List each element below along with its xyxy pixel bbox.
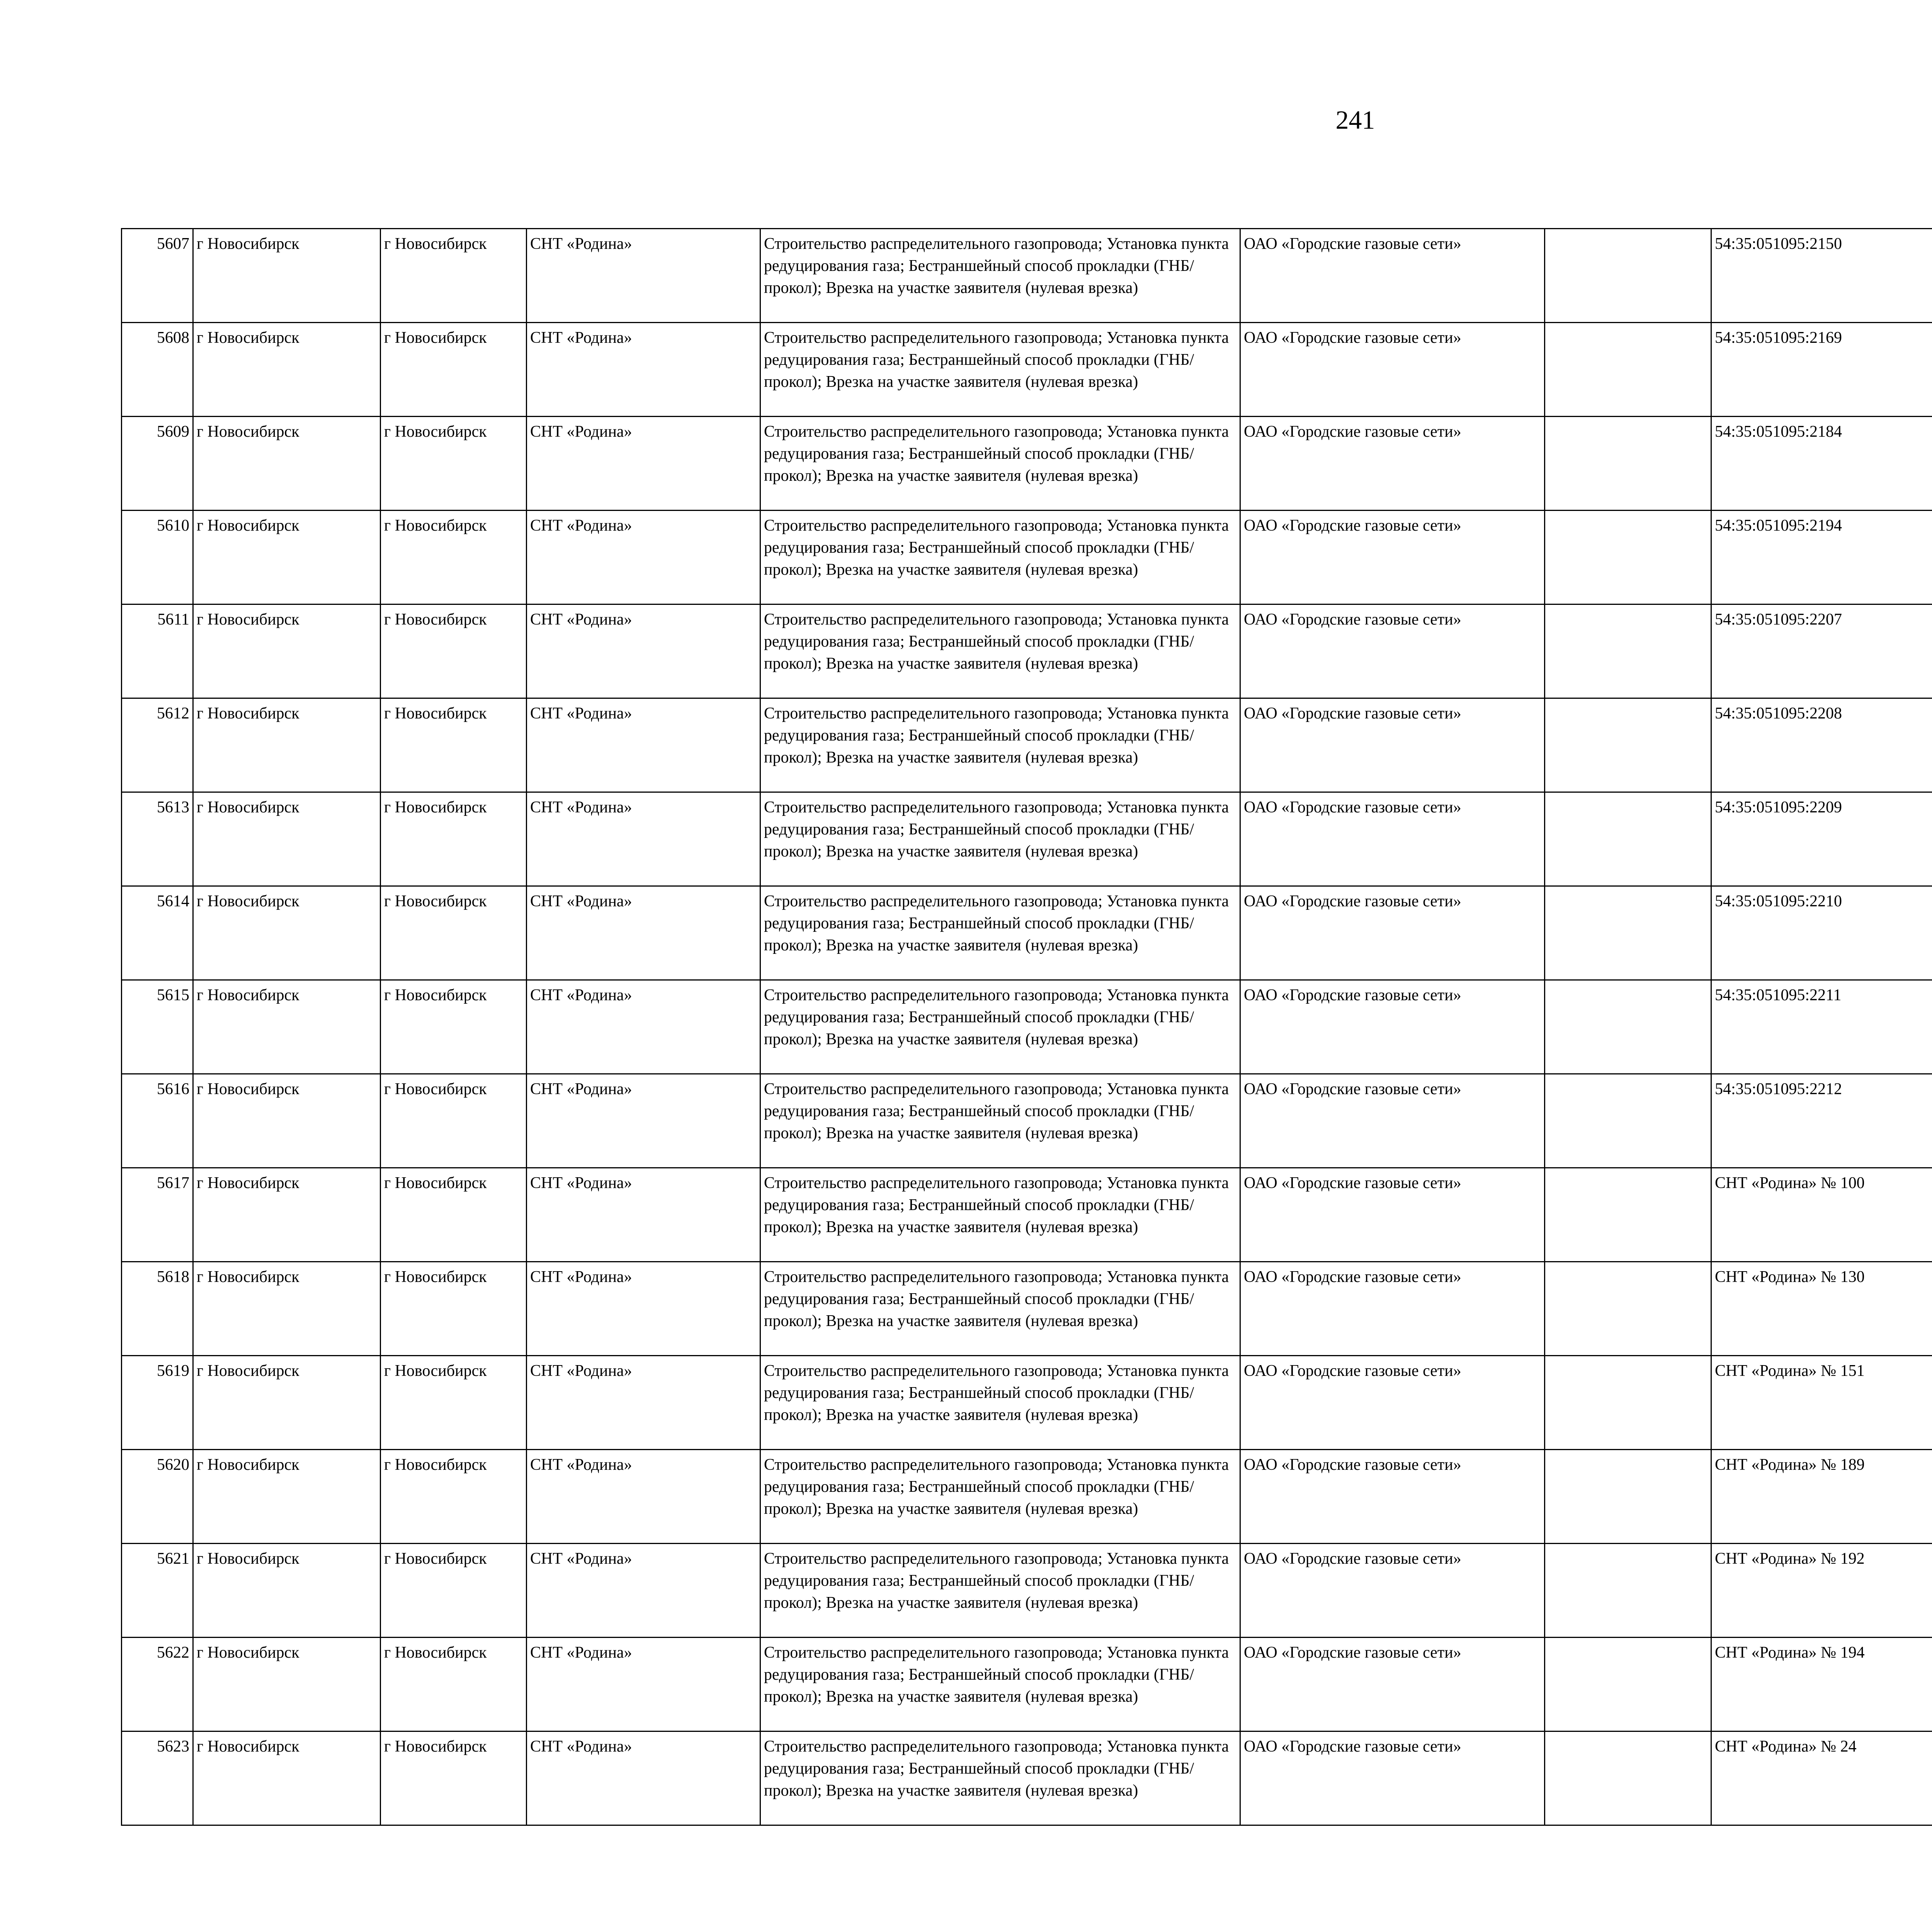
municipality-cell: г Новосибирск bbox=[193, 511, 381, 604]
settlement-cell: г Новосибирск bbox=[381, 1074, 527, 1168]
registry-table bbox=[121, 228, 1932, 1826]
cadastral-number-cell: СНТ «Родина» № 194 bbox=[1711, 1638, 1932, 1731]
table-row bbox=[122, 792, 1932, 886]
object-cell: СНТ «Родина» bbox=[527, 1262, 760, 1356]
object-cell: СНТ «Родина» bbox=[527, 698, 760, 792]
organization-cell: ОАО «Городские газовые сети» bbox=[1240, 604, 1545, 698]
page-number: 241 bbox=[1335, 105, 1375, 134]
table-body bbox=[122, 229, 1932, 1825]
organization-cell: ОАО «Городские газовые сети» bbox=[1240, 1544, 1545, 1638]
row-number-cell: 5612 bbox=[122, 698, 193, 792]
object-cell: СНТ «Родина» bbox=[527, 1450, 760, 1544]
object-cell: СНТ «Родина» bbox=[527, 792, 760, 886]
organization-cell: ОАО «Городские газовые сети» bbox=[1240, 323, 1545, 417]
work-description-cell: Строительство распределительного газопровода; Установка пункта редуцирования газа; Бестраншейный способ прокладки (ГНБ/прокол); Врезка на участке заявителя (нулевая врезка) bbox=[760, 229, 1240, 323]
row-number-cell: 5616 bbox=[122, 1074, 193, 1168]
object-cell: СНТ «Родина» bbox=[527, 1168, 760, 1262]
organization-cell: ОАО «Городские газовые сети» bbox=[1240, 1074, 1545, 1168]
row-number-cell: 5618 bbox=[122, 1262, 193, 1356]
cadastral-number-cell: 54:35:051095:2209 bbox=[1711, 792, 1932, 886]
settlement-cell: г Новосибирск bbox=[381, 1544, 527, 1638]
organization-cell: ОАО «Городские газовые сети» bbox=[1240, 511, 1545, 604]
empty-cell bbox=[1545, 229, 1711, 323]
table-row bbox=[122, 1262, 1932, 1356]
municipality-cell: г Новосибирск bbox=[193, 1544, 381, 1638]
organization-cell: ОАО «Городские газовые сети» bbox=[1240, 1262, 1545, 1356]
work-description-cell: Строительство распределительного газопровода; Установка пункта редуцирования газа; Бестраншейный способ прокладки (ГНБ/прокол); Врезка на участке заявителя (нулевая врезка) bbox=[760, 1356, 1240, 1450]
municipality-cell: г Новосибирск bbox=[193, 1262, 381, 1356]
municipality-cell: г Новосибирск bbox=[193, 1074, 381, 1168]
work-description-cell: Строительство распределительного газопровода; Установка пункта редуцирования газа; Бестраншейный способ прокладки (ГНБ/прокол); Врезка на участке заявителя (нулевая врезка) bbox=[760, 980, 1240, 1074]
municipality-cell: г Новосибирск bbox=[193, 604, 381, 698]
organization-cell: ОАО «Городские газовые сети» bbox=[1240, 792, 1545, 886]
work-description-cell: Строительство распределительного газопровода; Установка пункта редуцирования газа; Бестраншейный способ прокладки (ГНБ/прокол); Врезка на участке заявителя (нулевая врезка) bbox=[760, 1074, 1240, 1168]
table-row bbox=[122, 1544, 1932, 1638]
cadastral-number-cell: 54:35:051095:2194 bbox=[1711, 511, 1932, 604]
settlement-cell: г Новосибирск bbox=[381, 1450, 527, 1544]
work-description-cell: Строительство распределительного газопровода; Установка пункта редуцирования газа; Бестраншейный способ прокладки (ГНБ/прокол); Врезка на участке заявителя (нулевая врезка) bbox=[760, 417, 1240, 511]
empty-cell bbox=[1545, 1638, 1711, 1731]
work-description-cell: Строительство распределительного газопровода; Установка пункта редуцирования газа; Бестраншейный способ прокладки (ГНБ/прокол); Врезка на участке заявителя (нулевая врезка) bbox=[760, 511, 1240, 604]
cadastral-number-cell: СНТ «Родина» № 130 bbox=[1711, 1262, 1932, 1356]
settlement-cell: г Новосибирск bbox=[381, 886, 527, 980]
settlement-cell: г Новосибирск bbox=[381, 323, 527, 417]
cadastral-number-cell: СНТ «Родина» № 24 bbox=[1711, 1731, 1932, 1825]
object-cell: СНТ «Родина» bbox=[527, 1638, 760, 1731]
organization-cell: ОАО «Городские газовые сети» bbox=[1240, 886, 1545, 980]
cadastral-number-cell: 54:35:051095:2184 bbox=[1711, 417, 1932, 511]
cadastral-number-cell: 54:35:051095:2208 bbox=[1711, 698, 1932, 792]
row-number-cell: 5610 bbox=[122, 511, 193, 604]
row-number-cell: 5622 bbox=[122, 1638, 193, 1731]
row-number-cell: 5623 bbox=[122, 1731, 193, 1825]
table-row bbox=[122, 1356, 1932, 1450]
empty-cell bbox=[1545, 417, 1711, 511]
settlement-cell: г Новосибирск bbox=[381, 792, 527, 886]
object-cell: СНТ «Родина» bbox=[527, 980, 760, 1074]
row-number-cell: 5613 bbox=[122, 792, 193, 886]
row-number-cell: 5608 bbox=[122, 323, 193, 417]
row-number-cell: 5617 bbox=[122, 1168, 193, 1262]
cadastral-number-cell: СНТ «Родина» № 189 bbox=[1711, 1450, 1932, 1544]
municipality-cell: г Новосибирск bbox=[193, 1638, 381, 1731]
empty-cell bbox=[1545, 1731, 1711, 1825]
work-description-cell: Строительство распределительного газопровода; Установка пункта редуцирования газа; Бестраншейный способ прокладки (ГНБ/прокол); Врезка на участке заявителя (нулевая врезка) bbox=[760, 1168, 1240, 1262]
settlement-cell: г Новосибирск bbox=[381, 1731, 527, 1825]
municipality-cell: г Новосибирск bbox=[193, 792, 381, 886]
table-row bbox=[122, 511, 1932, 604]
cadastral-number-cell: 54:35:051095:2169 bbox=[1711, 323, 1932, 417]
organization-cell: ОАО «Городские газовые сети» bbox=[1240, 1731, 1545, 1825]
settlement-cell: г Новосибирск bbox=[381, 1262, 527, 1356]
municipality-cell: г Новосибирск bbox=[193, 1450, 381, 1544]
work-description-cell: Строительство распределительного газопровода; Установка пункта редуцирования газа; Бестраншейный способ прокладки (ГНБ/прокол); Врезка на участке заявителя (нулевая врезка) bbox=[760, 1450, 1240, 1544]
cadastral-number-cell: СНТ «Родина» № 100 bbox=[1711, 1168, 1932, 1262]
row-number-cell: 5609 bbox=[122, 417, 193, 511]
cadastral-number-cell: 54:35:051095:2210 bbox=[1711, 886, 1932, 980]
organization-cell: ОАО «Городские газовые сети» bbox=[1240, 1356, 1545, 1450]
cadastral-number-cell: 54:35:051095:2211 bbox=[1711, 980, 1932, 1074]
work-description-cell: Строительство распределительного газопровода; Установка пункта редуцирования газа; Бестраншейный способ прокладки (ГНБ/прокол); Врезка на участке заявителя (нулевая врезка) bbox=[760, 1544, 1240, 1638]
cadastral-number-cell: СНТ «Родина» № 151 bbox=[1711, 1356, 1932, 1450]
organization-cell: ОАО «Городские газовые сети» bbox=[1240, 1168, 1545, 1262]
organization-cell: ОАО «Городские газовые сети» bbox=[1240, 980, 1545, 1074]
table-row bbox=[122, 229, 1932, 323]
work-description-cell: Строительство распределительного газопровода; Установка пункта редуцирования газа; Бестраншейный способ прокладки (ГНБ/прокол); Врезка на участке заявителя (нулевая врезка) bbox=[760, 1731, 1240, 1825]
empty-cell bbox=[1545, 1074, 1711, 1168]
municipality-cell: г Новосибирск bbox=[193, 1731, 381, 1825]
settlement-cell: г Новосибирск bbox=[381, 980, 527, 1074]
settlement-cell: г Новосибирск bbox=[381, 1168, 527, 1262]
work-description-cell: Строительство распределительного газопровода; Установка пункта редуцирования газа; Бестраншейный способ прокладки (ГНБ/прокол); Врезка на участке заявителя (нулевая врезка) bbox=[760, 698, 1240, 792]
empty-cell bbox=[1545, 1544, 1711, 1638]
table-row bbox=[122, 417, 1932, 511]
cadastral-number-cell: 54:35:051095:2150 bbox=[1711, 229, 1932, 323]
empty-cell bbox=[1545, 698, 1711, 792]
work-description-cell: Строительство распределительного газопровода; Установка пункта редуцирования газа; Бестраншейный способ прокладки (ГНБ/прокол); Врезка на участке заявителя (нулевая врезка) bbox=[760, 323, 1240, 417]
object-cell: СНТ «Родина» bbox=[527, 511, 760, 604]
cadastral-number-cell: 54:35:051095:2207 bbox=[1711, 604, 1932, 698]
municipality-cell: г Новосибирск bbox=[193, 698, 381, 792]
empty-cell bbox=[1545, 980, 1711, 1074]
row-number-cell: 5611 bbox=[122, 604, 193, 698]
work-description-cell: Строительство распределительного газопровода; Установка пункта редуцирования газа; Бестраншейный способ прокладки (ГНБ/прокол); Врезка на участке заявителя (нулевая врезка) bbox=[760, 792, 1240, 886]
object-cell: СНТ «Родина» bbox=[527, 1356, 760, 1450]
municipality-cell: г Новосибирск bbox=[193, 886, 381, 980]
organization-cell: ОАО «Городские газовые сети» bbox=[1240, 698, 1545, 792]
object-cell: СНТ «Родина» bbox=[527, 229, 760, 323]
municipality-cell: г Новосибирск bbox=[193, 980, 381, 1074]
row-number-cell: 5615 bbox=[122, 980, 193, 1074]
cadastral-number-cell: СНТ «Родина» № 192 bbox=[1711, 1544, 1932, 1638]
settlement-cell: г Новосибирск bbox=[381, 1638, 527, 1731]
object-cell: СНТ «Родина» bbox=[527, 1074, 760, 1168]
settlement-cell: г Новосибирск bbox=[381, 229, 527, 323]
settlement-cell: г Новосибирск bbox=[381, 698, 527, 792]
row-number-cell: 5614 bbox=[122, 886, 193, 980]
work-description-cell: Строительство распределительного газопровода; Установка пункта редуцирования газа; Бестраншейный способ прокладки (ГНБ/прокол); Врезка на участке заявителя (нулевая врезка) bbox=[760, 1638, 1240, 1731]
settlement-cell: г Новосибирск bbox=[381, 1356, 527, 1450]
organization-cell: ОАО «Городские газовые сети» bbox=[1240, 1450, 1545, 1544]
table-row bbox=[122, 1074, 1932, 1168]
work-description-cell: Строительство распределительного газопровода; Установка пункта редуцирования газа; Бестраншейный способ прокладки (ГНБ/прокол); Врезка на участке заявителя (нулевая врезка) bbox=[760, 1262, 1240, 1356]
organization-cell: ОАО «Городские газовые сети» bbox=[1240, 1638, 1545, 1731]
table-row bbox=[122, 1638, 1932, 1731]
table-row bbox=[122, 1731, 1932, 1825]
table-row bbox=[122, 698, 1932, 792]
empty-cell bbox=[1545, 792, 1711, 886]
object-cell: СНТ «Родина» bbox=[527, 604, 760, 698]
row-number-cell: 5620 bbox=[122, 1450, 193, 1544]
municipality-cell: г Новосибирск bbox=[193, 1168, 381, 1262]
empty-cell bbox=[1545, 1262, 1711, 1356]
table-row bbox=[122, 1168, 1932, 1262]
municipality-cell: г Новосибирск bbox=[193, 323, 381, 417]
work-description-cell: Строительство распределительного газопровода; Установка пункта редуцирования газа; Бестраншейный способ прокладки (ГНБ/прокол); Врезка на участке заявителя (нулевая врезка) bbox=[760, 604, 1240, 698]
cadastral-number-cell: 54:35:051095:2212 bbox=[1711, 1074, 1932, 1168]
organization-cell: ОАО «Городские газовые сети» bbox=[1240, 229, 1545, 323]
table-row bbox=[122, 980, 1932, 1074]
settlement-cell: г Новосибирск bbox=[381, 604, 527, 698]
settlement-cell: г Новосибирск bbox=[381, 511, 527, 604]
object-cell: СНТ «Родина» bbox=[527, 886, 760, 980]
empty-cell bbox=[1545, 1168, 1711, 1262]
table-row bbox=[122, 323, 1932, 417]
work-description-cell: Строительство распределительного газопровода; Установка пункта редуцирования газа; Бестраншейный способ прокладки (ГНБ/прокол); Врезка на участке заявителя (нулевая врезка) bbox=[760, 886, 1240, 980]
empty-cell bbox=[1545, 604, 1711, 698]
settlement-cell: г Новосибирск bbox=[381, 417, 527, 511]
row-number-cell: 5621 bbox=[122, 1544, 193, 1638]
municipality-cell: г Новосибирск bbox=[193, 1356, 381, 1450]
object-cell: СНТ «Родина» bbox=[527, 417, 760, 511]
empty-cell bbox=[1545, 1356, 1711, 1450]
table-row bbox=[122, 604, 1932, 698]
table-row bbox=[122, 1450, 1932, 1544]
table-row bbox=[122, 886, 1932, 980]
municipality-cell: г Новосибирск bbox=[193, 417, 381, 511]
empty-cell bbox=[1545, 323, 1711, 417]
organization-cell: ОАО «Городские газовые сети» bbox=[1240, 417, 1545, 511]
empty-cell bbox=[1545, 886, 1711, 980]
row-number-cell: 5619 bbox=[122, 1356, 193, 1450]
empty-cell bbox=[1545, 1450, 1711, 1544]
object-cell: СНТ «Родина» bbox=[527, 1731, 760, 1825]
object-cell: СНТ «Родина» bbox=[527, 1544, 760, 1638]
municipality-cell: г Новосибирск bbox=[193, 229, 381, 323]
row-number-cell: 5607 bbox=[122, 229, 193, 323]
object-cell: СНТ «Родина» bbox=[527, 323, 760, 417]
empty-cell bbox=[1545, 511, 1711, 604]
